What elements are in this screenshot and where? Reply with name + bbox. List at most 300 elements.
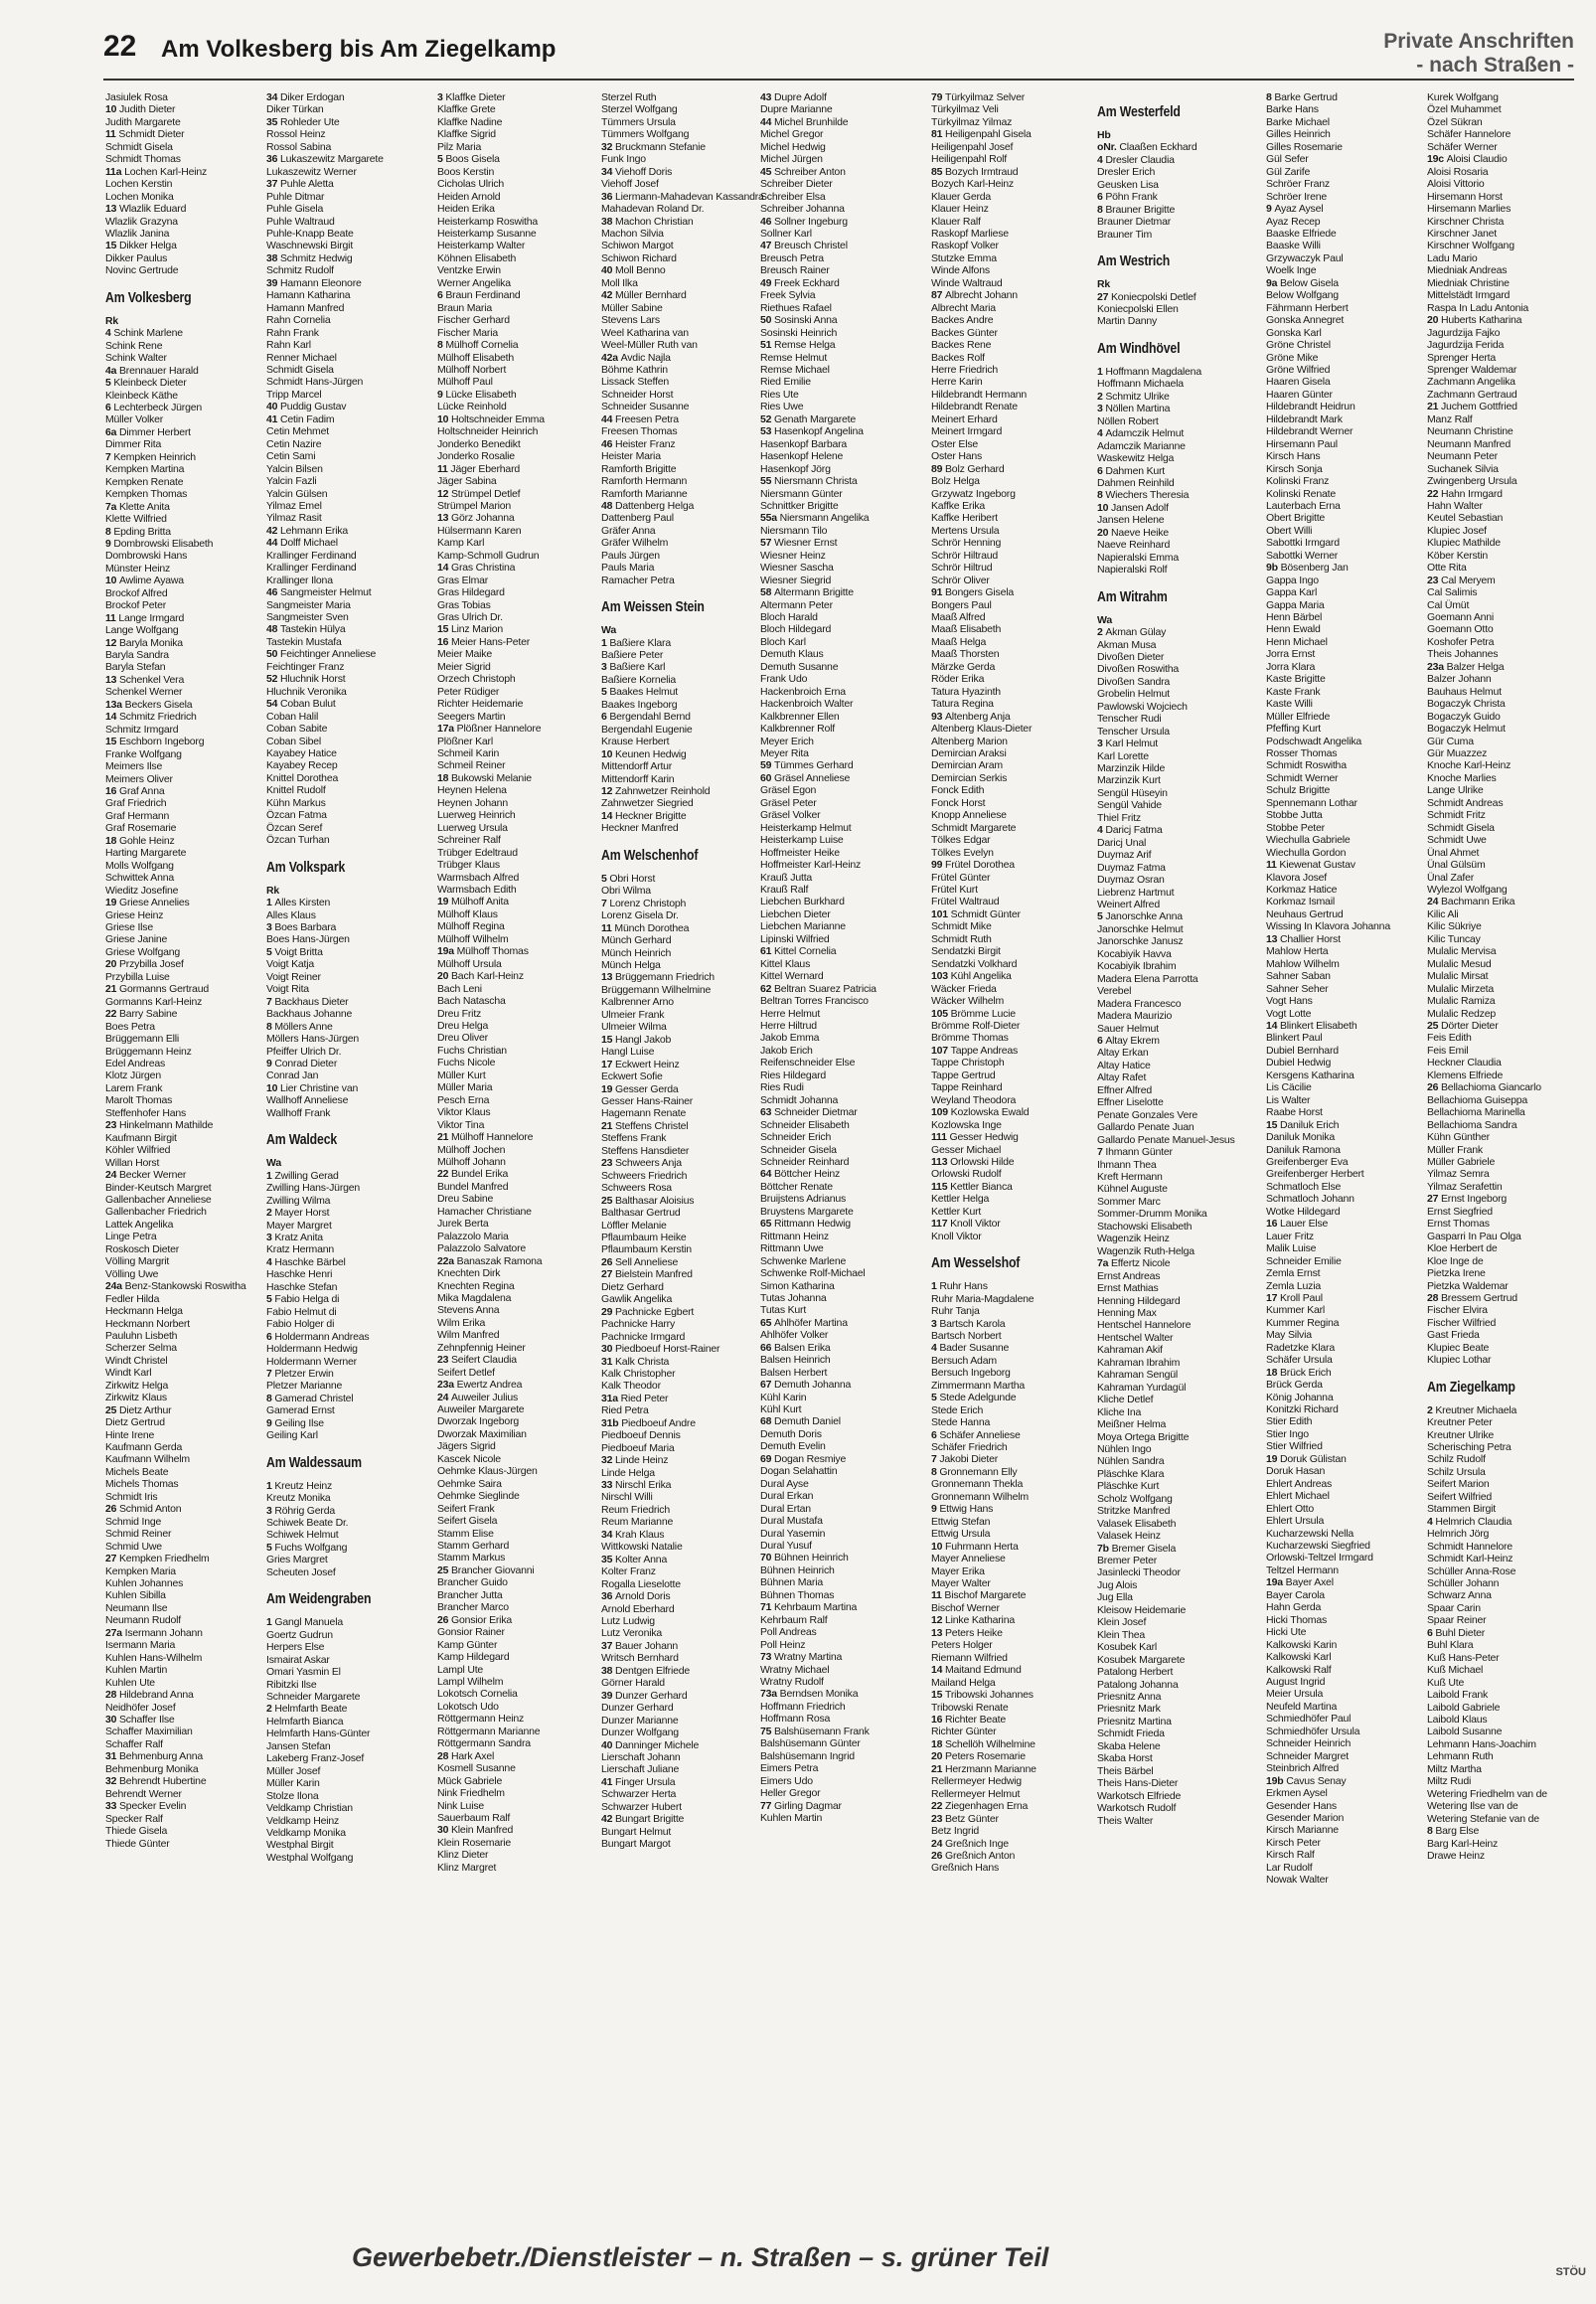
resident-entry: Edel Andreas (105, 1057, 166, 1070)
resident-entry: Theis Bärbel (1097, 1764, 1154, 1777)
house-number: 7 (1097, 1146, 1106, 1159)
resident-entry: Krauß Jutta (760, 871, 813, 884)
resident-entry: Madera Francesco (1097, 997, 1182, 1010)
house-number: 15 (105, 736, 119, 748)
resident-entry: 27 Bielstein Manfred (601, 1268, 693, 1281)
resident-entry: Heiden Arnold (437, 190, 501, 203)
district-code: Rk (1097, 278, 1111, 291)
resident-entry: Liebchen Dieter (760, 907, 831, 920)
resident-entry: 26 Bellachioma Giancarlo (1427, 1081, 1541, 1094)
resident-entry: 11 Schmidt Dieter (105, 128, 185, 141)
house-number: 21 (601, 1119, 615, 1132)
resident-entry: Kummer Karl (1266, 1304, 1326, 1317)
resident-entry: Pflaumbaum Kerstin (601, 1243, 692, 1256)
resident-entry: 10 Holtschneider Emma (437, 412, 545, 425)
resident-entry: 8 Brauner Brigitte (1097, 203, 1176, 216)
house-number: 33 (601, 1479, 615, 1492)
resident-entry: Bellachioma Guiseppa (1427, 1093, 1528, 1106)
resident-entry: Klupiec Josef (1427, 524, 1487, 537)
resident-entry: Hentschel Walter (1097, 1331, 1174, 1344)
resident-entry: Kahraman Akif (1097, 1344, 1163, 1357)
resident-entry: Greßnich Hans (931, 1862, 1000, 1875)
resident-entry: Schneider Emilie (1266, 1254, 1342, 1267)
resident-entry: Stede Hanna (931, 1416, 991, 1429)
house-number: 18 (437, 771, 451, 784)
house-number: 3 (931, 1317, 940, 1330)
resident-entry: Warkotsch Elfriede (1097, 1789, 1182, 1802)
resident-entry: Malik Luise (1266, 1242, 1317, 1255)
resident-entry: Yalcin Fazli (266, 475, 317, 488)
resident-entry: Gür Cuma (1427, 735, 1474, 747)
resident-entry: Stobbe Peter (1266, 821, 1325, 834)
resident-entry: Thiede Gisela (105, 1825, 168, 1838)
resident-entry: Mulalic Mirsat (1427, 970, 1489, 983)
resident-entry: Frütel Günter (931, 871, 991, 884)
resident-entry: Dahmen Reinhild (1097, 476, 1175, 489)
resident-entry: Zwingenberg Ursula (1427, 475, 1517, 488)
resident-entry: Divoßen Sandra (1097, 675, 1171, 688)
house-number: 1 (266, 1169, 275, 1182)
resident-entry: Napieralski Rolf (1097, 564, 1168, 576)
resident-entry: Isermann Maria (105, 1639, 176, 1652)
house-number: 85 (931, 165, 945, 178)
resident-entry: Daniluk Monika (1266, 1131, 1335, 1144)
resident-entry: Braun Maria (437, 301, 492, 314)
house-number: 20 (931, 1750, 945, 1763)
resident-entry: Nowak Walter (1266, 1874, 1329, 1887)
house-number: 1 (1097, 365, 1106, 378)
resident-entry: Ünal Gülsüm (1427, 859, 1486, 872)
resident-entry: 3 Karl Helmut (1097, 738, 1159, 750)
resident-entry: Balthasar Gertrud (601, 1207, 681, 1220)
resident-entry: Liebchen Burkhard (760, 896, 845, 908)
resident-entry: Scherzer Selma (105, 1342, 177, 1355)
resident-entry: Tenscher Ursula (1097, 725, 1170, 738)
resident-entry: Schilz Ursula (1427, 1465, 1486, 1478)
resident-entry: 25 Balthasar Aloisius (601, 1194, 695, 1207)
resident-entry: 46 Sollner Ingeburg (760, 215, 848, 228)
house-number: 34 (601, 1528, 615, 1541)
resident-entry: Eckwert Sofie (601, 1070, 663, 1083)
resident-entry: Kloe Inge de (1427, 1254, 1484, 1267)
resident-entry: Kalbrenner Arno (601, 996, 674, 1009)
resident-entry: 5 Fabio Helga di (266, 1293, 340, 1306)
resident-entry: Müller Elfriede (1266, 710, 1331, 723)
resident-entry: Türkyilmaz Yilmaz (931, 115, 1013, 128)
house-number: 38 (601, 1664, 615, 1677)
resident-entry: Heynen Johann (437, 796, 508, 809)
resident-entry: Stier Wilfried (1266, 1440, 1323, 1453)
resident-entry: Suchanek Silvia (1427, 462, 1499, 475)
house-number: 14 (105, 711, 119, 724)
resident-entry: Breusch Rainer (760, 264, 830, 277)
house-number: 7a (105, 500, 119, 513)
resident-entry: Tutas Kurt (760, 1304, 807, 1317)
resident-entry: Skaba Horst (1097, 1752, 1153, 1765)
house-number: 11 (931, 1589, 945, 1602)
resident-entry: Patalong Herbert (1097, 1666, 1174, 1679)
house-number: 31 (105, 1750, 119, 1763)
resident-entry: Greifenberger Eva (1266, 1155, 1349, 1168)
resident-entry: Fischer Maria (437, 326, 498, 339)
resident-entry: Dogan Selahattin (760, 1465, 838, 1478)
house-number: 3 (601, 661, 610, 674)
house-number: 16 (931, 1714, 945, 1726)
house-number: 49 (760, 276, 774, 289)
resident-entry: Schnittker Brigitte (760, 499, 839, 512)
house-number: 1 (266, 1479, 275, 1492)
resident-entry: 19 Doruk Gülistan (1266, 1452, 1347, 1465)
resident-entry: 10 Lier Christine van (266, 1081, 359, 1094)
resident-entry: Jakob Erich (760, 1044, 813, 1057)
resident-entry: Brüggemann Heinz (105, 1045, 192, 1058)
resident-entry: Dreu Oliver (437, 1032, 488, 1045)
resident-entry: Backes Rolf (931, 351, 985, 364)
house-number: 48 (601, 499, 615, 512)
resident-entry: Bauhaus Helmut (1427, 685, 1502, 698)
resident-entry: Ries Uwe (760, 401, 804, 413)
resident-entry: Schmidt Gisela (266, 363, 334, 376)
resident-entry: Mulalic Redzep (1427, 1007, 1496, 1020)
resident-entry: 34 Krah Klaus (601, 1528, 665, 1541)
resident-entry: Coban Halil (266, 710, 319, 723)
house-number: 46 (266, 586, 280, 599)
house-number: 51 (760, 339, 774, 352)
resident-entry: 32 Linde Heinz (601, 1454, 669, 1467)
house-number: 15 (601, 1033, 615, 1046)
resident-entry: Henn Bärbel (1266, 611, 1323, 624)
house-number: 42 (601, 289, 615, 302)
resident-entry: Meyer Rita (760, 747, 809, 760)
resident-entry: Zachmann Angelika (1427, 376, 1516, 389)
resident-entry: Wratny Michael (760, 1663, 830, 1676)
resident-entry: 6 Dahmen Kurt (1097, 464, 1166, 477)
resident-entry: Lampl Wilhelm (437, 1676, 504, 1688)
resident-entry: Schüller Anna-Rose (1427, 1564, 1516, 1577)
resident-entry: Müller Gabriele (1427, 1155, 1496, 1168)
resident-entry: Piedboeuf Dennis (601, 1429, 681, 1442)
resident-entry: Wetering Ilse van de (1427, 1800, 1518, 1813)
resident-entry: Möllers Hans-Jürgen (266, 1033, 360, 1046)
resident-entry: Dural Ertan (760, 1502, 811, 1515)
house-number: 48 (266, 623, 280, 636)
resident-entry: 22 Barry Sabine (105, 1008, 178, 1021)
resident-entry: Miltz Martha (1427, 1762, 1482, 1775)
resident-entry: Westphal Wolfgang (266, 1851, 354, 1864)
resident-entry: Ventzke Erwin (437, 264, 501, 277)
house-number: 37 (601, 1639, 615, 1652)
resident-entry: Köhler Wilfried (105, 1144, 171, 1157)
resident-entry: 6 Schäfer Anneliese (931, 1428, 1021, 1441)
resident-entry: Mülhoff Jochen (437, 1143, 506, 1156)
resident-entry: Ernst Mathias (1097, 1282, 1159, 1295)
resident-entry: 1 Zwilling Gerad (266, 1169, 339, 1182)
resident-entry: 11 Lange Irmgard (105, 611, 185, 624)
resident-entry: Kolter Franz (601, 1565, 656, 1578)
resident-entry: Demuth Susanne (760, 660, 839, 673)
resident-entry: Graf Friedrich (105, 797, 167, 810)
resident-entry: Tatura Regina (931, 698, 994, 711)
resident-entry: 21 Mülhoff Hannelore (437, 1131, 534, 1144)
resident-entry: Rossol Sabina (266, 140, 332, 153)
resident-entry: 13 Peters Heike (931, 1626, 1003, 1639)
resident-entry: 9 Ayaz Aysel (1266, 203, 1324, 216)
resident-entry: 40 Moll Benno (601, 264, 666, 277)
house-number: 2 (266, 1703, 275, 1716)
house-number: 14 (437, 562, 451, 575)
resident-entry: 13 Wlazlik Eduard (105, 203, 187, 216)
resident-entry: 44 Freesen Petra (601, 412, 679, 425)
resident-entry: Mayer Erika (931, 1564, 985, 1577)
resident-entry: Rahn Cornelia (266, 314, 331, 327)
resident-entry: 20 Huberts Katharina (1427, 314, 1522, 327)
resident-entry: 15 Linz Marion (437, 623, 504, 636)
house-number: 87 (931, 289, 945, 302)
resident-entry: Priesnitz Martina (1097, 1715, 1172, 1728)
resident-entry: Schröer Irene (1266, 190, 1328, 203)
house-number: 17 (601, 1058, 615, 1070)
resident-entry: 64 Böttcher Heinz (760, 1168, 841, 1181)
resident-entry: Demuth Doris (760, 1427, 822, 1440)
resident-entry: Klotz Jürgen (105, 1070, 161, 1082)
resident-entry: Seegers Martin (437, 710, 506, 723)
resident-entry: Wotke Hildegard (1266, 1205, 1341, 1218)
resident-entry: 33 Specker Evelin (105, 1800, 187, 1813)
resident-entry: Yilmaz Rasit (266, 512, 322, 525)
resident-entry: Hirsemann Horst (1427, 190, 1503, 203)
resident-entry: Rosser Thomas (1266, 747, 1338, 760)
resident-entry: Fuchs Nicole (437, 1057, 496, 1070)
house-number: 32 (601, 1454, 615, 1467)
resident-entry: 19a Bayer Axel (1266, 1576, 1334, 1589)
resident-entry: Röttgermann Marianne (437, 1725, 541, 1737)
resident-entry: Grzywatz Ingeborg (931, 487, 1016, 500)
resident-entry: Mülhoff Johann (437, 1155, 506, 1168)
resident-entry: Spaar Reiner (1427, 1614, 1487, 1627)
house-number: 27 (601, 1268, 615, 1281)
house-number: 71 (760, 1601, 774, 1614)
resident-entry: Gül Zarife (1266, 165, 1311, 178)
resident-entry: 75 Balshüsemann Frank (760, 1725, 870, 1737)
resident-entry: Kirschner Wolfgang (1427, 240, 1515, 252)
resident-entry: Steffenhofer Hans (105, 1106, 187, 1119)
resident-entry: 4a Brennauer Harald (105, 364, 199, 377)
resident-entry: Dunzer Marianne (601, 1714, 679, 1727)
resident-entry: Stede Erich (931, 1403, 984, 1416)
house-number: 19c (1427, 153, 1447, 166)
resident-entry: 26 Schmid Anton (105, 1503, 182, 1516)
resident-entry: 37 Puhle Aletta (266, 178, 334, 191)
resident-entry: Kosubek Margarete (1097, 1653, 1186, 1666)
resident-entry: Knoche Marlies (1427, 771, 1497, 784)
resident-entry: Dreu Fritz (437, 1007, 482, 1020)
resident-entry: Klinz Margret (437, 1861, 497, 1874)
resident-entry: 9 Lücke Elisabeth (437, 388, 517, 401)
resident-entry: 17 Kroll Paul (1266, 1291, 1323, 1304)
resident-entry: Sprenger Waldemar (1427, 363, 1517, 376)
resident-entry: Özcan Seref (266, 821, 323, 834)
resident-entry: 62 Beltran Suarez Patricia (760, 982, 877, 995)
house-number: 47 (760, 240, 774, 252)
resident-entry: Boes Petra (105, 1020, 155, 1033)
house-number: 3 (266, 921, 275, 933)
house-number: 11 (1266, 859, 1280, 872)
resident-entry: 30 Klein Manfred (437, 1824, 514, 1837)
resident-entry: Tappe Reinhard (931, 1081, 1003, 1094)
resident-entry: Heisterkamp Walter (437, 240, 526, 252)
resident-entry: Kaffke Erika (931, 499, 986, 512)
resident-entry: Fabio Helmut di (266, 1305, 337, 1318)
resident-entry: Schneider Gisela (760, 1143, 837, 1156)
resident-entry: Voigt Reiner (266, 970, 321, 983)
resident-entry: Keutel Sebastian (1427, 512, 1504, 525)
resident-entry: Gül Sefer (1266, 153, 1309, 166)
resident-entry: Lis Walter (1266, 1093, 1311, 1106)
house-number: 24 (931, 1837, 945, 1850)
resident-entry: 6 Buhl Dieter (1427, 1626, 1486, 1639)
resident-entry: Lauterbach Erna (1266, 499, 1341, 512)
resident-entry: Zemla Luzia (1266, 1279, 1321, 1292)
resident-entry: 8 Wiechers Theresia (1097, 489, 1190, 502)
resident-entry: Kühl Kurt (760, 1403, 802, 1416)
resident-entry: Bach Leni (437, 982, 482, 995)
district-code: Rk (266, 884, 280, 897)
resident-entry: Sendatzki Volkhard (931, 957, 1018, 970)
resident-entry: Marzinzik Kurt (1097, 774, 1161, 787)
resident-entry: 9 Ettwig Hans (931, 1503, 994, 1516)
resident-entry: Kosubek Karl (1097, 1641, 1158, 1654)
resident-entry: Gras Hildegard (437, 586, 505, 599)
house-number: 24 (1427, 896, 1441, 908)
resident-entry: Schmatloch Else (1266, 1180, 1342, 1193)
resident-entry: Balshüsemann Günter (760, 1737, 861, 1750)
resident-entry: Altenberg Marion (931, 735, 1008, 747)
resident-entry: 48 Tastekin Hülya (266, 623, 346, 636)
resident-entry: Roskosch Dieter (105, 1242, 180, 1255)
resident-entry: Kamp Günter (437, 1638, 498, 1651)
house-number: 45 (760, 165, 774, 178)
house-number: 19 (1266, 1452, 1280, 1465)
resident-entry: 85 Bozych Irmtraud (931, 165, 1019, 178)
resident-entry: 28 Hark Axel (437, 1749, 495, 1762)
house-number: 7 (601, 897, 610, 909)
resident-entry: Schmidt Andreas (1427, 796, 1504, 809)
resident-entry: Brück Gerda (1266, 1379, 1323, 1392)
resident-entry: Novinc Gertrude (105, 264, 179, 277)
resident-entry: Klauer Ralf (931, 215, 981, 228)
house-number: 1 (266, 1616, 275, 1629)
resident-entry: 73a Berndsen Monika (760, 1688, 859, 1701)
house-number: 16 (437, 635, 451, 648)
resident-entry: Dresler Erich (1097, 166, 1156, 179)
resident-entry: Müller Volker (105, 413, 164, 426)
resident-entry: Warkotsch Rudolf (1097, 1802, 1177, 1815)
resident-entry: Werner Angelika (437, 276, 511, 289)
resident-entry: Fischer Wilfried (1427, 1316, 1497, 1329)
resident-entry: Ramforth Hermann (601, 475, 688, 488)
house-number: 8 (1266, 91, 1275, 103)
resident-entry: Dreu Sabine (437, 1193, 494, 1206)
resident-entry: Müller Frank (1427, 1143, 1483, 1156)
resident-entry: 24 Greßnich Inge (931, 1837, 1009, 1850)
resident-entry: 11 Kiewenat Gustav (1266, 859, 1356, 872)
resident-entry: 25 Dörter Dieter (1427, 1019, 1499, 1032)
resident-entry: Steinbrich Alfred (1266, 1762, 1340, 1775)
resident-entry: 18 Gohle Heinz (105, 834, 175, 847)
resident-entry: Klette Wilfried (105, 513, 167, 526)
resident-entry: Helmfarth Hans-Günter (266, 1728, 371, 1740)
resident-entry: 7a Effertz Nicole (1097, 1257, 1171, 1270)
resident-entry: Sollner Karl (760, 227, 812, 240)
resident-entry: Divoßen Roswitha (1097, 663, 1179, 676)
resident-entry: Schmiedhöfer Ursula (1266, 1725, 1360, 1737)
directory-column-1 (105, 91, 246, 2236)
resident-entry: Obri Wilma (601, 885, 651, 898)
resident-entry: 60 Gräsel Anneliese (760, 771, 851, 784)
resident-entry: Jansen Helene (1097, 514, 1165, 527)
resident-entry: Kehrbaum Ralf (760, 1613, 828, 1626)
resident-entry: Backes Günter (931, 326, 998, 339)
house-number: 6 (1427, 1626, 1436, 1639)
resident-entry: Cicholas Ulrich (437, 178, 505, 191)
house-number: 11 (601, 921, 615, 934)
resident-entry: Laibold Frank (1427, 1689, 1489, 1702)
resident-entry: Nühlen Ingo (1097, 1442, 1152, 1455)
house-number: 19 (437, 896, 451, 908)
resident-entry: Schiwek Helmut (266, 1529, 339, 1542)
resident-entry: 23a Balzer Helga (1427, 660, 1505, 673)
resident-entry: Jägers Sigrid (437, 1440, 496, 1453)
resident-entry: Köhnen Elisabeth (437, 251, 517, 264)
resident-entry: Hasenkopf Helene (760, 450, 844, 463)
resident-entry: Molls Wolfgang (105, 859, 174, 872)
resident-entry: 6 Braun Ferdinand (437, 289, 521, 302)
resident-entry: Kocabiyik Ibrahim (1097, 960, 1177, 973)
resident-entry: Veldkamp Christian (266, 1802, 353, 1815)
resident-entry: Effner Alfred (1097, 1083, 1152, 1096)
house-number: 36 (266, 153, 280, 166)
resident-entry: Gonska Annegret (1266, 314, 1345, 327)
resident-entry: 11 Jäger Eberhard (437, 462, 520, 475)
house-number: 7 (266, 995, 275, 1008)
resident-entry: 8 Gamerad Christel (266, 1392, 354, 1404)
resident-entry: Zehnpfennig Heiner (437, 1341, 526, 1354)
resident-entry: Duymaz Fatma (1097, 861, 1166, 874)
resident-entry: Rittmann Heinz (760, 1230, 829, 1242)
house-number: 67 (760, 1379, 774, 1392)
resident-entry: Remse Michael (760, 363, 830, 376)
resident-entry: Sterzel Wolfgang (601, 103, 678, 116)
resident-entry: Yilmaz Emel (266, 499, 322, 512)
resident-entry: 11a Lochen Karl-Heinz (105, 165, 208, 178)
resident-entry: Ulmeier Wilma (601, 1021, 667, 1034)
resident-entry: Madera Elena Parrotta (1097, 972, 1198, 985)
resident-entry: Reum Friedrich (601, 1503, 670, 1516)
resident-entry: Mülhoff Klaus (437, 907, 498, 920)
resident-entry: Valasek Elisabeth (1097, 1517, 1177, 1530)
resident-entry: Bartsch Norbert (931, 1329, 1002, 1342)
resident-entry: 39 Hamann Eleonore (266, 276, 362, 289)
resident-entry: Oster Else (931, 437, 979, 450)
resident-entry: Trübger Klaus (437, 859, 500, 872)
resident-entry: Klupiec Lothar (1427, 1354, 1492, 1367)
resident-entry: Hagemann Renate (601, 1107, 687, 1120)
resident-entry: 117 Knoll Viktor (931, 1218, 1001, 1231)
resident-entry: Mülhoff Paul (437, 376, 493, 389)
resident-entry: Hamann Manfred (266, 301, 345, 314)
resident-entry: Schiwon Margot (601, 240, 674, 252)
resident-entry: Windt Christel (105, 1354, 168, 1367)
